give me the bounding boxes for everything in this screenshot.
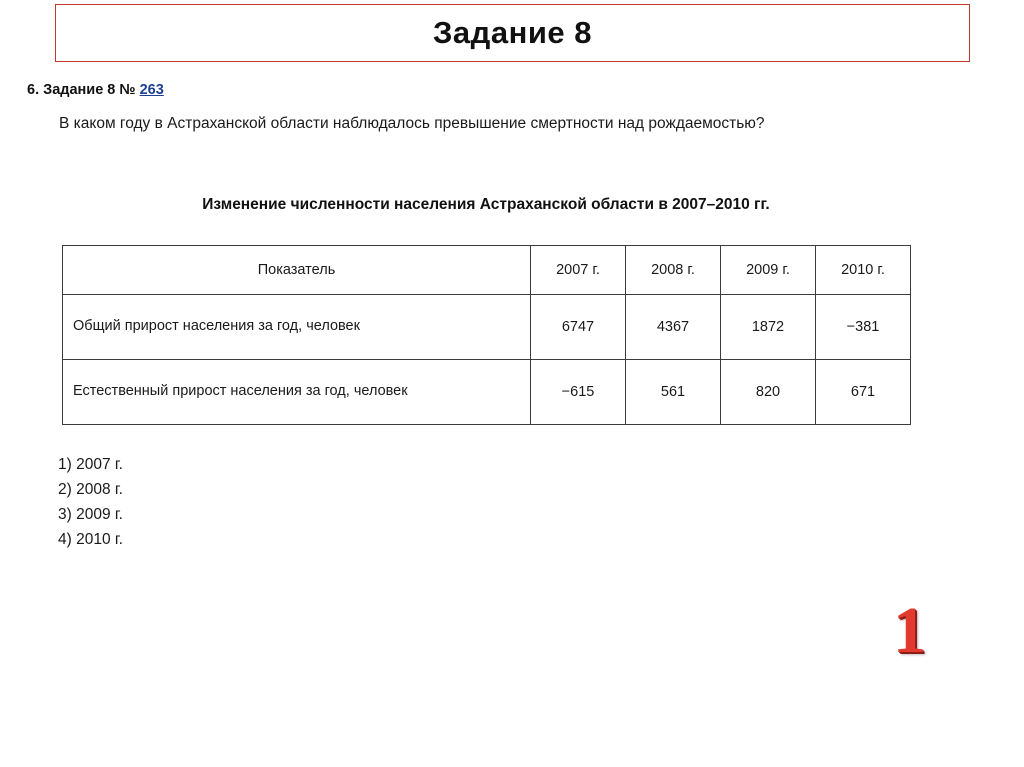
table-cell-r1c3: 820 — [721, 360, 816, 425]
answer-number: 1 — [893, 594, 926, 667]
question-text: В каком году в Астраханской области наблюдалось превышение смертности над рождаемостью? — [59, 115, 765, 132]
population-table — [62, 245, 911, 425]
table-cell-r1c2: 561 — [626, 360, 721, 425]
answer-option-3[interactable]: 3) 2009 г. — [58, 506, 123, 524]
table-cell-r1c4: 671 — [816, 360, 911, 425]
task-number-link[interactable]: 263 — [139, 82, 164, 98]
task-header — [27, 82, 164, 98]
table-row — [63, 360, 911, 425]
table-row — [63, 295, 911, 360]
table-header-cell-2: 2008 г. — [626, 246, 721, 295]
answer-options — [58, 452, 123, 552]
table-cell-r0c1: 6747 — [531, 295, 626, 360]
table-header-cell-1: 2007 г. — [531, 246, 626, 295]
table-row-label-0: Общий прирост населения за год, человек — [63, 295, 531, 360]
table-header-cell-0: Показатель — [63, 246, 531, 295]
table-cell-r0c4: −381 — [816, 295, 911, 360]
table-cell-r1c1: −615 — [531, 360, 626, 425]
table-cell-r0c2: 4367 — [626, 295, 721, 360]
table-header-cell-4: 2010 г. — [816, 246, 911, 295]
table-header-cell-3: 2009 г. — [721, 246, 816, 295]
table-header-row — [63, 246, 911, 295]
table-cell-r0c3: 1872 — [721, 295, 816, 360]
table-caption: Изменение численности населения Астраханской области в 2007–2010 гг. — [202, 196, 770, 213]
answer-option-1[interactable]: 1) 2007 г. — [58, 456, 123, 473]
answer-option-2[interactable]: 2) 2008 г. — [58, 481, 123, 499]
answer-option-4[interactable]: 4) 2010 г. — [58, 531, 123, 549]
data-table-wrapper — [62, 245, 910, 425]
title-banner — [55, 4, 970, 62]
page-title: Задание 8 — [433, 15, 592, 50]
task-header-prefix: 6. Задание 8 № — [27, 82, 140, 98]
table-row-label-1: Естественный прирост населения за год, человек — [63, 360, 531, 425]
